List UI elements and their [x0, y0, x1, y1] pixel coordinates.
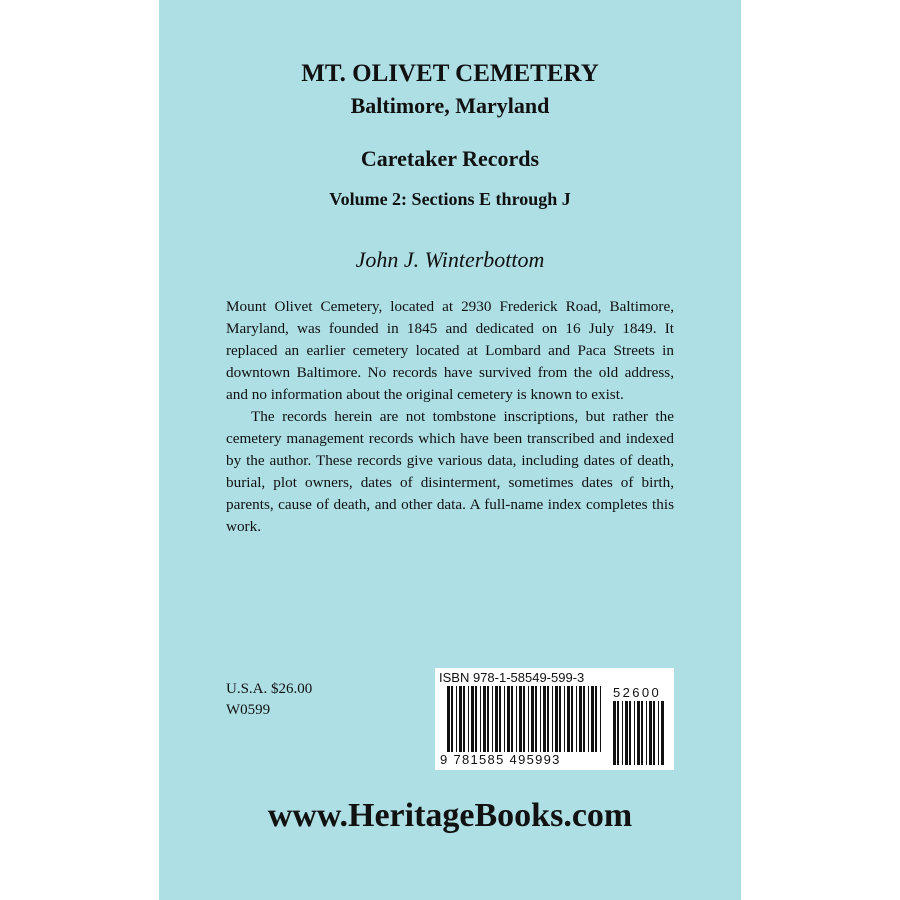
- book-location: Baltimore, Maryland: [350, 93, 550, 118]
- barcode-bar: [579, 686, 582, 752]
- barcode-bar: [588, 686, 589, 752]
- barcode-bar: [547, 686, 549, 752]
- barcode-bar: [583, 686, 585, 752]
- barcode-bar: [649, 701, 652, 765]
- barcode-bar: [499, 686, 501, 752]
- barcode-bar: [653, 701, 655, 765]
- barcode-bar: [511, 686, 513, 752]
- description-paragraph-1: Mount Olivet Cemetery, located at 2930 Frederick Road, Baltimore, Maryland, was founded in 1845 and dedicated on 16 July 1849. It replaced an earlier cemetery located at Lombard and Paca Streets in downtown Baltimore. No records have survived from the old address, and no information about the original cemetery is known to exist.: [226, 298, 674, 403]
- barcode-bar: [451, 686, 453, 752]
- barcode-bar: [567, 686, 570, 752]
- barcode-bar: [507, 686, 510, 752]
- barcode-bar: [559, 686, 561, 752]
- barcode-bar: [463, 686, 465, 752]
- price-block: [226, 679, 312, 721]
- barcode-bar: [571, 686, 573, 752]
- barcode-bar: [613, 701, 616, 765]
- barcode-bar: [480, 686, 481, 752]
- barcode-bar: [564, 686, 565, 752]
- barcode-bar: [528, 686, 529, 752]
- barcode: [435, 668, 674, 770]
- book-title: MT. OLIVET CEMETERY: [301, 60, 599, 87]
- description-paragraph-2: The records herein are not tombstone inscriptions, but rather the cemetery management records which have been transcribed and indexed by the author. These records give various data, including dates of death, burial, plot owners, dates of disinterment, sometimes dates of birth, parents, cause of death, and other data. A full-name index completes this work.: [226, 408, 674, 535]
- barcode-bar: [629, 701, 631, 765]
- barcode-bar: [504, 686, 505, 752]
- barcode-bar: [523, 686, 525, 752]
- volume-label: Volume 2: Sections E through J: [329, 189, 571, 209]
- barcode-bar: [661, 701, 664, 765]
- author-name: John J. Winterbottom: [355, 247, 545, 272]
- description: [226, 296, 674, 538]
- barcode-bar: [641, 701, 643, 765]
- barcode-bar: [555, 686, 558, 752]
- ean-digits: 9 781585 495993: [440, 752, 561, 767]
- barcode-bar: [535, 686, 537, 752]
- barcode-bar: [459, 686, 462, 752]
- product-code: W0599: [226, 702, 271, 718]
- barcode-bar: [617, 701, 619, 765]
- publisher-website: www.HeritageBooks.com: [267, 797, 633, 834]
- barcode-bar: [540, 686, 541, 752]
- back-cover: [159, 0, 741, 900]
- barcode-bar: [495, 686, 498, 752]
- barcode-bar: [591, 686, 594, 752]
- barcode-bar: [600, 686, 601, 752]
- barcode-bar: [637, 701, 640, 765]
- barcode-bar: [475, 686, 477, 752]
- barcode-bar: [471, 686, 474, 752]
- barcode-bar: [531, 686, 534, 752]
- barcode-bar: [552, 686, 553, 752]
- price-barcode-digits: 52600: [613, 685, 662, 700]
- barcode-bar: [595, 686, 597, 752]
- barcode-bar: [519, 686, 522, 752]
- barcode-bar: [576, 686, 577, 752]
- price-label: U.S.A. $26.00: [226, 681, 313, 697]
- barcode-bar: [634, 701, 635, 765]
- isbn-label: ISBN 978-1-58549-599-3: [439, 670, 585, 685]
- barcode-bar: [483, 686, 486, 752]
- barcode-bar: [456, 686, 457, 752]
- barcode-bar: [492, 686, 493, 752]
- barcode-bar: [658, 701, 659, 765]
- barcode-bar: [646, 701, 647, 765]
- barcode-bar: [543, 686, 546, 752]
- barcode-bar: [516, 686, 517, 752]
- barcode-bar: [622, 701, 623, 765]
- barcode-bar: [447, 686, 450, 752]
- barcode-bar: [487, 686, 489, 752]
- book-subtitle: Caretaker Records: [360, 146, 540, 171]
- barcode-bar: [468, 686, 469, 752]
- barcode-bar: [625, 701, 628, 765]
